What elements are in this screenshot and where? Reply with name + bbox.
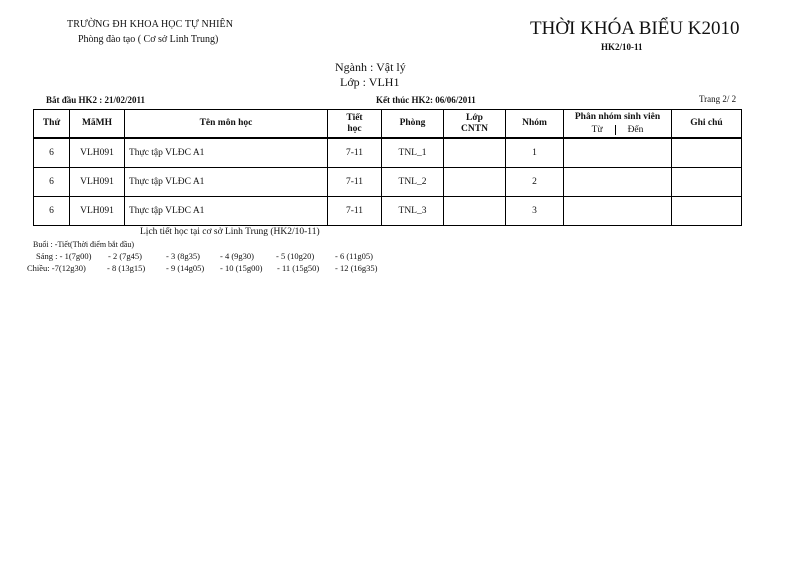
col-header-day: Thứ <box>34 110 70 139</box>
legend-morning-row <box>36 251 396 263</box>
term-start-date: Bắt đầu HK2 : 21/02/2011 <box>46 95 146 105</box>
col-header-class-line2: CNTN <box>461 123 488 134</box>
schedule-table <box>33 109 742 226</box>
cell-periods: 7-11 <box>328 168 382 197</box>
legend-afternoon-period: - 11 (15g50) <box>277 263 320 273</box>
col-header-group: Nhóm <box>506 110 564 139</box>
legend-morning-period: - 6 (11g05) <box>335 251 373 261</box>
legend-afternoon-period: - 8 (13g15) <box>107 263 146 273</box>
cell-periods: 7-11 <box>328 197 382 226</box>
cell-notes <box>672 168 742 197</box>
cell-periods: 7-11 <box>328 138 382 168</box>
cell-group: 1 <box>506 138 564 168</box>
legend-morning-period: Sáng : - 1(7g00) <box>36 251 92 261</box>
legend-morning-period: - 4 (9g30) <box>220 251 254 261</box>
legend-afternoon-period: - 10 (15g00) <box>220 263 263 273</box>
cell-student-split <box>564 168 672 197</box>
col-header-course-name: Tên môn học <box>125 110 328 139</box>
cell-notes <box>672 197 742 226</box>
cell-class <box>444 197 506 226</box>
cell-room: TNL_1 <box>382 138 444 168</box>
col-header-class-line1: Lớp <box>466 112 483 123</box>
term-end-date: Kết thúc HK2: 06/06/2011 <box>376 95 476 105</box>
cell-group: 3 <box>506 197 564 226</box>
col-header-class <box>444 110 506 139</box>
table-row <box>34 197 742 226</box>
cell-course-code: VLH091 <box>70 138 125 168</box>
legend-title: Lịch tiết học tại cơ sở Linh Trung (HK2/10-11) <box>140 227 320 237</box>
term-code: HK2/10-11 <box>601 42 643 52</box>
cell-day: 6 <box>34 168 70 197</box>
cell-room: TNL_2 <box>382 168 444 197</box>
legend-morning-period: - 3 (8g35) <box>166 251 200 261</box>
legend-afternoon-period: - 12 (16g35) <box>335 263 378 273</box>
page-title: THỜI KHÓA BIỂU K2010 <box>530 18 740 39</box>
cell-class <box>444 138 506 168</box>
table-header-row <box>34 110 742 139</box>
col-header-split-title: Phân nhóm sinh viên <box>574 111 661 122</box>
cell-course-name: Thực tập VLĐC A1 <box>125 197 328 226</box>
cell-course-code: VLH091 <box>70 197 125 226</box>
cell-student-split <box>564 197 672 226</box>
legend-afternoon-period: - 9 (14g05) <box>166 263 205 273</box>
cell-day: 6 <box>34 197 70 226</box>
cell-notes <box>672 138 742 168</box>
col-header-periods-line2: học <box>347 123 362 134</box>
legend-afternoon-row <box>27 263 397 275</box>
cell-day: 6 <box>34 138 70 168</box>
legend-heading: Buổi : -Tiết(Thời điểm bắt đầu) <box>33 240 135 249</box>
cell-course-name: Thực tập VLĐC A1 <box>125 168 328 197</box>
legend-afternoon-period: Chiều: -7(12g30) <box>27 263 86 273</box>
table-row <box>34 138 742 168</box>
col-header-periods <box>328 110 382 139</box>
col-header-periods-line1: Tiết <box>346 112 363 123</box>
col-header-from: Từ <box>591 124 603 135</box>
table-row <box>34 168 742 197</box>
cell-course-name: Thực tập VLĐC A1 <box>125 138 328 168</box>
major-label: Ngành : Vật lý <box>335 60 406 74</box>
col-header-course-code: MãMH <box>70 110 125 139</box>
col-header-to: Đến <box>627 124 644 135</box>
school-name: TRƯỜNG ĐH KHOA HỌC TỰ NHIÊN <box>67 19 234 30</box>
legend-morning-period: - 5 (10g20) <box>276 251 315 261</box>
col-header-student-split <box>564 110 672 139</box>
col-header-notes: Ghi chú <box>672 110 742 139</box>
cell-class <box>444 168 506 197</box>
legend-morning-period: - 2 (7g45) <box>108 251 142 261</box>
cell-group: 2 <box>506 168 564 197</box>
class-label: Lớp : VLH1 <box>340 75 400 89</box>
office-name: Phòng đào tạo ( Cơ sở Linh Trung) <box>78 34 219 45</box>
col-header-room: Phòng <box>382 110 444 139</box>
cell-student-split <box>564 138 672 168</box>
cell-room: TNL_3 <box>382 197 444 226</box>
divider <box>615 125 616 135</box>
cell-course-code: VLH091 <box>70 168 125 197</box>
page-number: Trang 2/ 2 <box>699 94 737 104</box>
